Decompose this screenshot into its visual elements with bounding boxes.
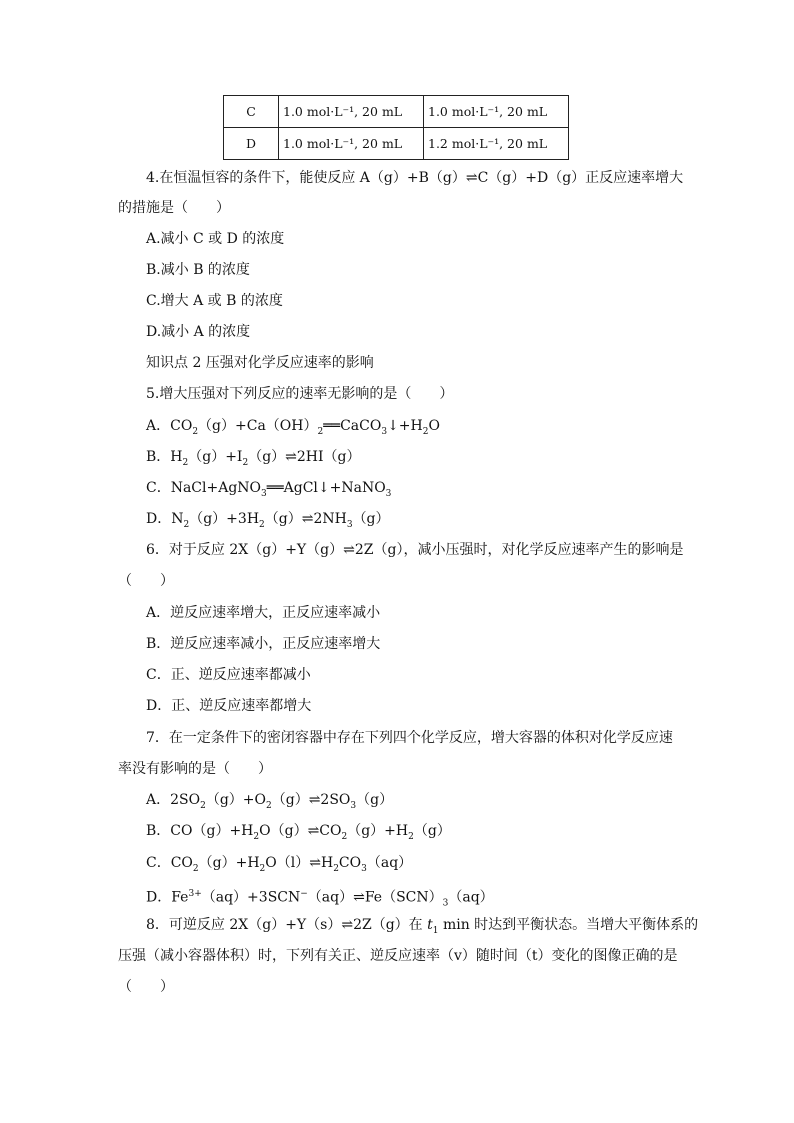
concentration-table — [223, 95, 569, 160]
q6-option-d: D．正、逆反应速率都增大 — [146, 698, 312, 714]
q7-option-d: D．$Fe^{3+}(aq)+3SCN^-(aq)\rightleftharpoons Fe(SCN)_3(aq)$ — [146, 889, 494, 909]
q8-stem-part: 8．可逆反应 2X（g）+Y（s）⇌2Z（g）在 — [146, 917, 428, 933]
table-cell: 1.0 mol·L⁻¹, 20 mL — [424, 96, 569, 128]
q6-stem: 6．对于反应 2X（g）+Y（g）⇌2Z（g），减小压强时，对化学反应速率产生的影响是 — [146, 542, 684, 558]
q8-stem-cont2: （ ） — [118, 979, 174, 995]
section-heading: 知识点 2 压强对化学反应速率的影响 — [146, 355, 374, 371]
table-cell: 1.0 mol·L⁻¹, 20 mL — [279, 128, 424, 160]
q8-stem: 8．可逆反应 2X（g）+Y（s）⇌2Z（g）在 $t_1$ min 时达到平衡状态。当增大平衡体系的 — [146, 917, 699, 936]
q5-option-d: D．$N_2(g)+3H_2(g)\rightleftharpoons 2NH_3(g)$ — [146, 511, 390, 530]
q8-stem-part: min 时达到平衡状态。当增大平衡体系的 — [438, 917, 699, 933]
table-cell: C — [224, 96, 279, 128]
q6-option-c: C．正、逆反应速率都减小 — [146, 667, 311, 683]
q4-option-d: D.减小 A 的浓度 — [146, 324, 251, 340]
q7-stem: 7．在一定条件下的密闭容器中存在下列四个化学反应，增大容器的体积对化学反应速 — [146, 730, 673, 746]
q5-option-a: A．$CO_2(g)+Ca(OH)_2══CaCO_3↓+H_2O$ — [146, 418, 440, 437]
q6-stem-cont: （ ） — [118, 573, 174, 589]
q4-stem-cont: 的措施是（ ） — [118, 200, 230, 216]
q7-option-a: A．$2SO_2(g)+O_2(g)\rightleftharpoons 2SO_3(g)$ — [146, 792, 394, 811]
q6-option-b: B．逆反应速率减小，正反应速率增大 — [146, 636, 381, 652]
q5-stem: 5.增大压强对下列反应的速率无影响的是（ ） — [146, 386, 454, 402]
q7-option-c: C．$CO_2(g)+H_2O(l)\rightleftharpoons H_2CO_3(aq)$ — [146, 855, 413, 874]
table-cell: D — [224, 128, 279, 160]
q5-option-b: B．$H_2(g)+I_2(g)\rightleftharpoons 2HI(g)$ — [146, 449, 361, 468]
table-row — [224, 96, 569, 128]
table-row — [224, 128, 569, 160]
q7-option-b: B．$CO(g)+H_2O(g)\rightleftharpoons CO_2(g)+H_2(g)$ — [146, 823, 451, 842]
table-cell: 1.2 mol·L⁻¹, 20 mL — [424, 128, 569, 160]
q4-option-a: A.减小 C 或 D 的浓度 — [146, 231, 285, 247]
q8-stem-cont: 压强（减小容器体积）时，下列有关正、逆反应速率（v）随时间（t）变化的图像正确的是 — [118, 948, 678, 964]
q5-option-c: C．NaCl+AgNO$_3$══AgCl↓+NaNO$_3$ — [146, 480, 392, 499]
table-cell: 1.0 mol·L⁻¹, 20 mL — [279, 96, 424, 128]
q4-option-b: B.减小 B 的浓度 — [146, 262, 250, 278]
q6-option-a: A．逆反应速率增大，正反应速率减小 — [146, 605, 381, 621]
q7-stem-cont: 率没有影响的是（ ） — [118, 761, 272, 777]
q4-stem: 4.在恒温恒容的条件下，能使反应 A（g）+B（g）⇌C（g）+D（g）正反应速率增大 — [146, 170, 684, 186]
q4-option-c: C.增大 A 或 B 的浓度 — [146, 293, 283, 309]
